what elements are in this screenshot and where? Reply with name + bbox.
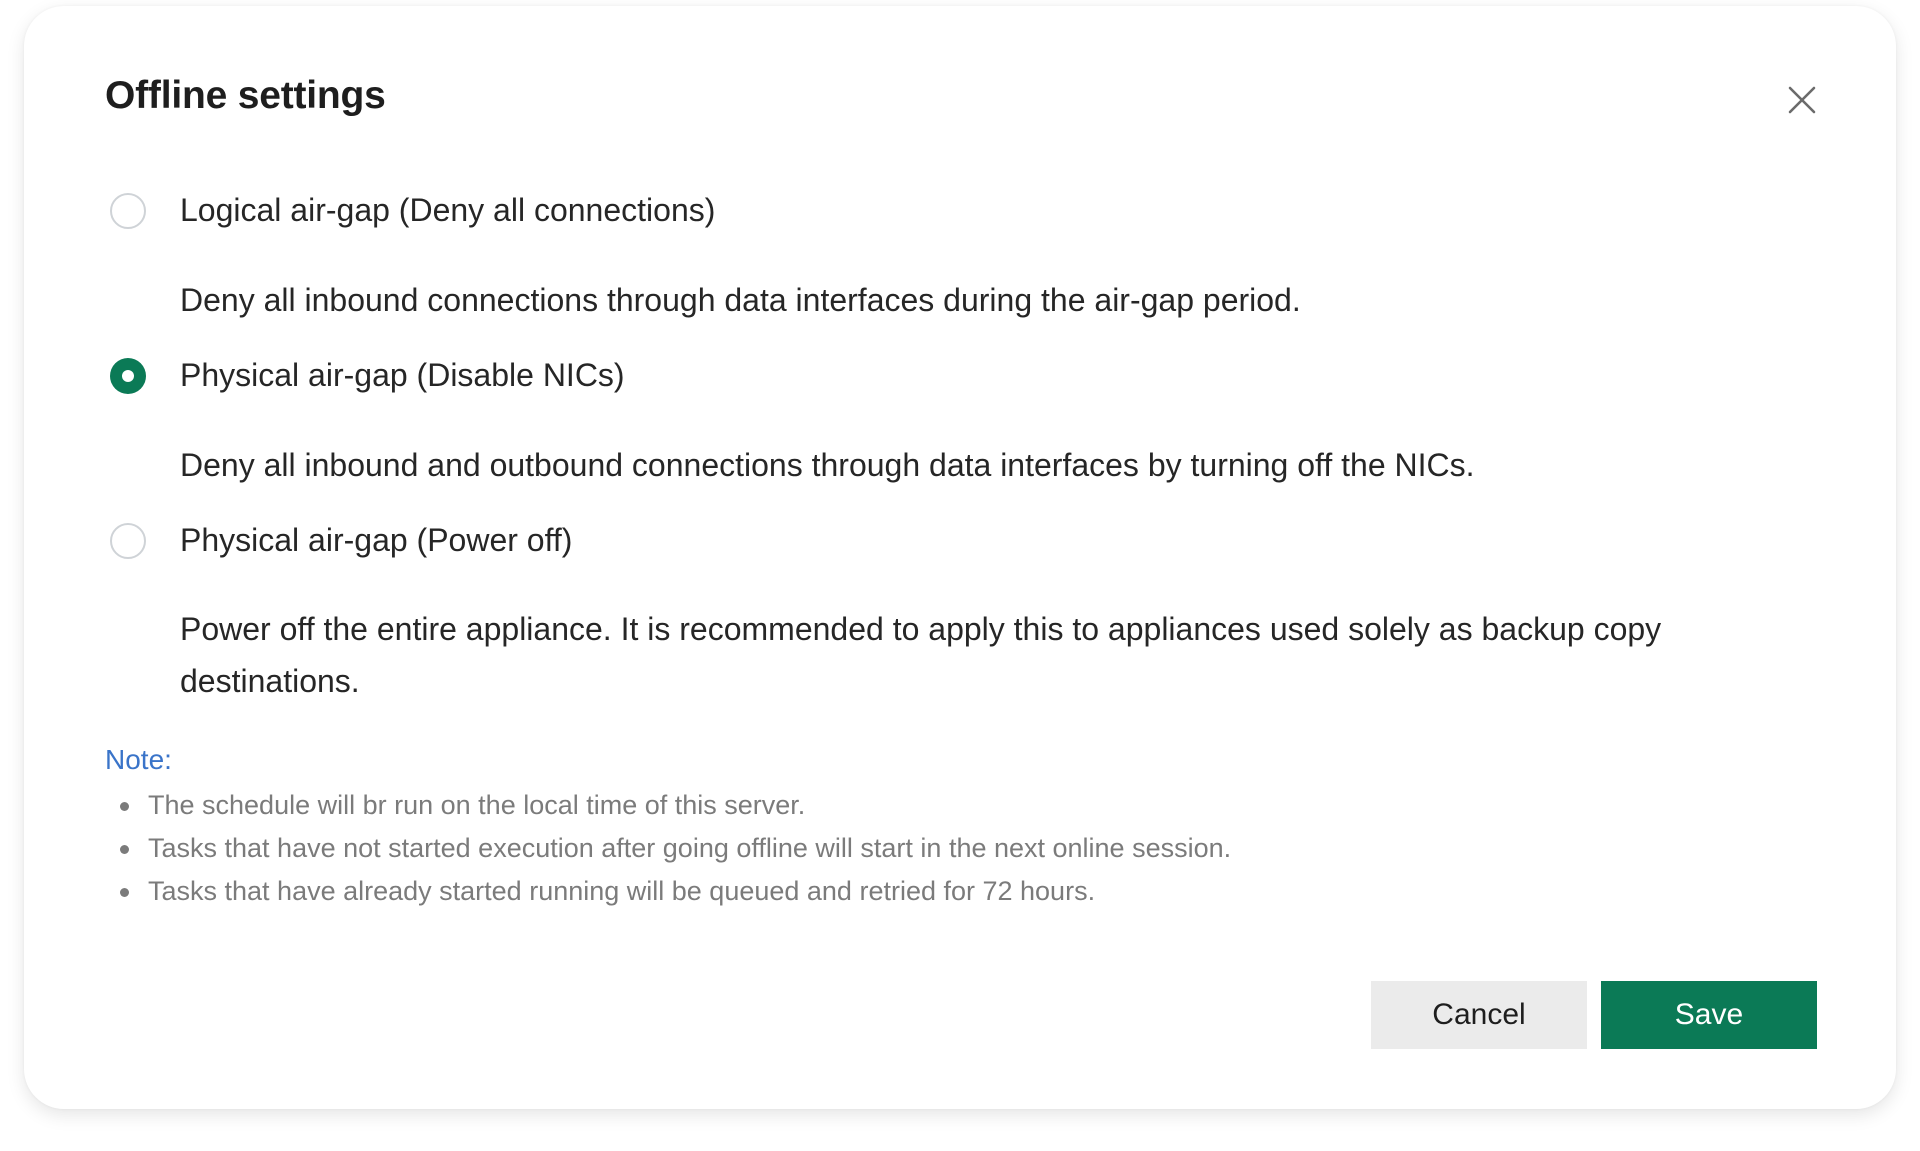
option-label-logical-air-gap: Logical air-gap (Deny all connections) [180, 192, 716, 228]
note-list [120, 784, 1231, 913]
note-item: The schedule will br run on the local time of this server. [120, 784, 1231, 827]
option-description-physical-air-gap-power-off: Power off the entire appliance. It is recommended to apply this to appliances used solely as backup copy destinations. [180, 611, 1662, 699]
radio-logical-air-gap[interactable] [110, 193, 146, 229]
option-physical-air-gap-power-off[interactable] [110, 522, 572, 559]
note-item: Tasks that have not started execution after going offline will start in the next online session. [120, 827, 1231, 870]
close-button[interactable] [1781, 79, 1823, 121]
offline-settings-dialog [24, 6, 1896, 1109]
option-label-physical-air-gap-disable-nics: Physical air-gap (Disable NICs) [180, 357, 625, 393]
cancel-button[interactable]: Cancel [1371, 981, 1587, 1049]
option-description-physical-air-gap-disable-nics: Deny all inbound and outbound connections through data interfaces by turning off the NICs. [180, 447, 1475, 483]
radio-physical-air-gap-disable-nics[interactable] [110, 358, 146, 394]
note-label: Note: [105, 744, 172, 775]
option-physical-air-gap-disable-nics[interactable] [110, 357, 625, 394]
radio-physical-air-gap-power-off[interactable] [110, 523, 146, 559]
option-description-logical-air-gap: Deny all inbound connections through data interfaces during the air-gap period. [180, 282, 1301, 318]
option-label-physical-air-gap-power-off: Physical air-gap (Power off) [180, 522, 573, 558]
dialog-title: Offline settings [105, 74, 386, 117]
option-logical-air-gap[interactable] [110, 192, 715, 229]
note-item: Tasks that have already started running will be queued and retried for 72 hours. [120, 870, 1231, 913]
close-icon [1787, 85, 1817, 115]
save-button[interactable]: Save [1601, 981, 1817, 1049]
